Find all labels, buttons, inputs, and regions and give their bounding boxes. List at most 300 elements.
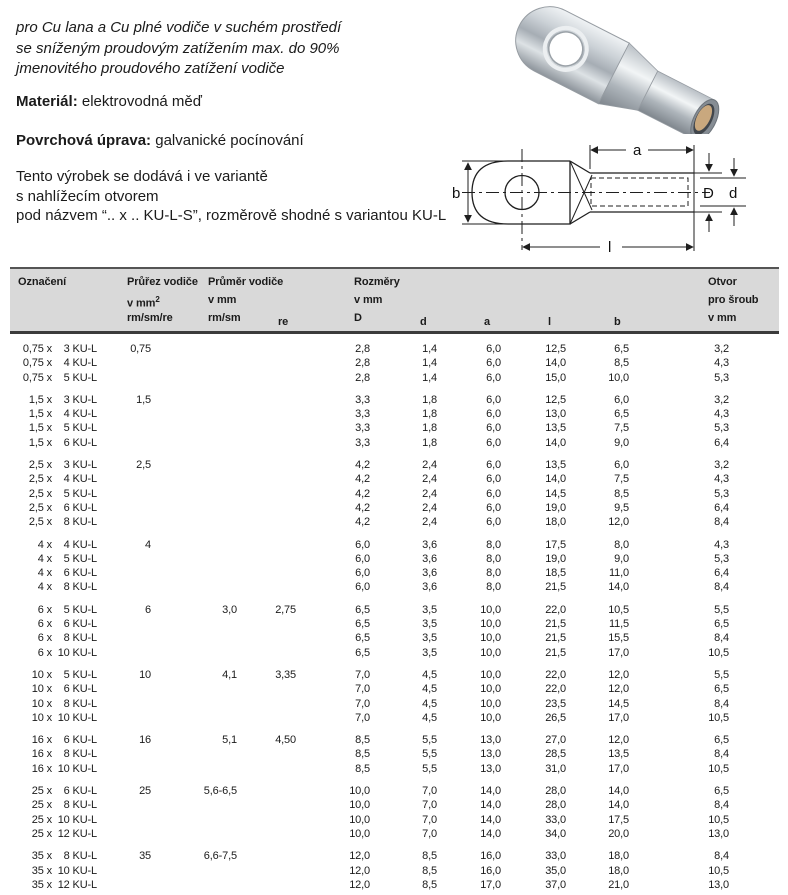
- cell-dim-a: 6,0: [486, 371, 501, 384]
- cell-dim-D: 3,3: [355, 393, 370, 406]
- cell-dim-D: 3,3: [355, 422, 370, 435]
- table-row: [10, 515, 779, 529]
- table-row: [10, 421, 779, 435]
- dim-b-label: b: [452, 185, 461, 202]
- table-row: [10, 552, 779, 566]
- cell-wire-diameter: 4,1: [222, 668, 237, 681]
- cell-dim-a: 6,0: [486, 422, 501, 435]
- cell-wire-diameter: [151, 501, 237, 515]
- material-line: [16, 93, 202, 110]
- cell-wire-diameter: [151, 798, 237, 812]
- cell-dim-l: 18,5: [545, 567, 566, 580]
- cell-dim-b: 7,5: [614, 422, 629, 435]
- cell-dim-a: 6,0: [486, 436, 501, 449]
- cell-screw-hole: 6,4: [714, 501, 729, 514]
- cell-wire-diameter-re: 4,50: [275, 734, 296, 747]
- usage-line-2: se sníženým proudovým zatížením max. do 90%: [16, 39, 340, 57]
- cell-wire-diameter-re: [237, 762, 296, 776]
- cell-wire-diameter: [151, 747, 237, 761]
- cell-screw-hole: 13,0: [708, 827, 729, 840]
- cell-wire-diameter-re: [237, 784, 296, 798]
- cell-dim-D: 6,5: [355, 618, 370, 631]
- cell-wire-diameter-re: [237, 342, 296, 356]
- cell-dim-d: 1,4: [422, 371, 437, 384]
- cell-cross-section: 35: [139, 850, 151, 863]
- cell-cross-section: 1,5: [136, 393, 151, 406]
- cell-wire-diameter-re: [237, 407, 296, 421]
- cell-wire-diameter-re: [237, 436, 296, 450]
- cell-wire-diameter: 5,1: [222, 734, 237, 747]
- table-group: [10, 784, 779, 841]
- cell-dim-b: 9,0: [614, 552, 629, 565]
- cell-screw-hole: 8,4: [714, 748, 729, 761]
- cell-dim-a: 13,0: [480, 734, 501, 747]
- cell-wire-diameter: [151, 552, 237, 566]
- cell-dim-d: 8,5: [422, 864, 437, 877]
- cell-wire-diameter: [151, 371, 237, 385]
- cell-dim-a: 10,0: [480, 697, 501, 710]
- cell-dim-d: 7,0: [422, 827, 437, 840]
- cable-lug: [504, 0, 730, 134]
- cell-designation-size: 2,5 x: [28, 501, 52, 514]
- cell-cross-section: [97, 762, 151, 776]
- cell-dim-b: 12,0: [608, 734, 629, 747]
- spec-table: [10, 267, 779, 892]
- cell-dim-b: 8,5: [614, 357, 629, 370]
- cell-screw-hole: 10,5: [708, 762, 729, 775]
- table-group: [10, 458, 779, 529]
- cell-dim-d: 7,0: [422, 813, 437, 826]
- cell-dim-D: 6,0: [355, 552, 370, 565]
- cell-designation-size: 25 x: [31, 785, 52, 798]
- cell-dim-a: 16,0: [480, 864, 501, 877]
- cell-dim-D: 7,0: [355, 697, 370, 710]
- header-dim-d: d: [420, 316, 427, 328]
- cell-designation-size: 6 x: [37, 603, 52, 616]
- cell-cross-section: [97, 407, 151, 421]
- cell-dim-l: 12,5: [545, 393, 566, 406]
- cell-screw-hole: 3,2: [714, 343, 729, 355]
- cell-dim-D: 3,3: [355, 436, 370, 449]
- cell-cross-section: [97, 864, 151, 878]
- cell-dim-b: 15,5: [608, 632, 629, 645]
- cell-dim-D: 12,0: [349, 850, 370, 863]
- cell-designation-type: 8 KU-L: [63, 697, 97, 710]
- cell-dim-d: 3,6: [422, 581, 437, 594]
- cell-screw-hole: 4,3: [714, 538, 729, 551]
- cell-dim-l: 12,5: [545, 343, 566, 355]
- cell-dim-D: 6,0: [355, 567, 370, 580]
- table-body: [10, 334, 779, 892]
- cell-cross-section: [97, 515, 151, 529]
- cell-dim-d: 8,5: [422, 878, 437, 891]
- table-row: [10, 603, 779, 617]
- cell-dim-D: 8,5: [355, 734, 370, 747]
- cell-dim-l: 19,0: [545, 552, 566, 565]
- cell-dim-a: 10,0: [480, 668, 501, 681]
- cell-dim-a: 8,0: [486, 567, 501, 580]
- dim-d-label: d: [729, 185, 738, 202]
- dim-l-label: l: [608, 239, 612, 256]
- cell-cross-section: [97, 878, 151, 892]
- cell-wire-diameter-re: [237, 458, 296, 472]
- table-row: [10, 472, 779, 486]
- table-group: [10, 668, 779, 725]
- cell-dim-l: 23,5: [545, 697, 566, 710]
- cell-dim-b: 14,0: [608, 785, 629, 798]
- cell-designation-type: 5 KU-L: [63, 603, 97, 616]
- cell-dim-l: 22,0: [545, 668, 566, 681]
- cell-dim-a: 10,0: [480, 632, 501, 645]
- usage-line-3: jmenovitého proudového zatížení vodiče: [16, 60, 285, 77]
- cell-dim-D: 4,2: [355, 501, 370, 514]
- cell-wire-diameter: [151, 458, 237, 472]
- cell-designation-type: 8 KU-L: [63, 632, 97, 645]
- cell-dim-D: 3,3: [355, 408, 370, 421]
- cell-dim-b: 20,0: [608, 827, 629, 840]
- finish-value: galvanické pocínování: [155, 132, 304, 149]
- cell-dim-d: 7,0: [422, 799, 437, 812]
- cell-screw-hole: 8,4: [714, 632, 729, 645]
- cell-dim-a: 6,0: [486, 357, 501, 370]
- table-row: [10, 371, 779, 385]
- cell-dim-d: 3,6: [422, 567, 437, 580]
- cell-designation-size: 16 x: [31, 748, 52, 761]
- table-row: [10, 733, 779, 747]
- cell-designation-type: 6 KU-L: [63, 618, 97, 631]
- variant-line-1: Tento výrobek se dodává i ve variantě: [16, 168, 268, 185]
- cell-screw-hole: 13,0: [708, 878, 729, 891]
- cell-designation-size: 4 x: [37, 538, 52, 551]
- cell-wire-diameter: [151, 827, 237, 841]
- cell-dim-D: 4,2: [355, 487, 370, 500]
- cell-wire-diameter-re: [237, 552, 296, 566]
- cell-dim-l: 21,5: [545, 632, 566, 645]
- cell-cross-section: [97, 747, 151, 761]
- cell-designation-size: 6 x: [37, 632, 52, 645]
- cell-cross-section: 6: [145, 603, 151, 616]
- cell-dim-a: 8,0: [486, 538, 501, 551]
- table-row: [10, 697, 779, 711]
- cell-designation-type: 10 KU-L: [57, 762, 97, 775]
- header-cross-section: Průřez vodiče v $mm^2$ rm/sm/re: [127, 276, 198, 324]
- cell-wire-diameter-re: [237, 487, 296, 501]
- dimension-diagram: [450, 137, 788, 263]
- cell-wire-diameter: [151, 631, 237, 645]
- cell-designation-size: 1,5 x: [28, 393, 52, 406]
- cell-dim-l: 14,0: [545, 436, 566, 449]
- cell-dim-a: 6,0: [486, 408, 501, 421]
- cell-wire-diameter: [151, 487, 237, 501]
- cell-cross-section: [97, 501, 151, 515]
- cell-dim-D: 6,5: [355, 603, 370, 616]
- table-row: [10, 784, 779, 798]
- table-row: [10, 580, 779, 594]
- cell-cross-section: 4: [145, 538, 151, 551]
- cell-dim-l: 22,0: [545, 683, 566, 696]
- cell-wire-diameter: [151, 813, 237, 827]
- cell-designation-size: 4 x: [37, 567, 52, 580]
- cell-screw-hole: 8,4: [714, 799, 729, 812]
- cell-screw-hole: 6,5: [714, 618, 729, 631]
- cell-designation-size: 2,5 x: [28, 487, 52, 500]
- cell-designation-size: 0,75 x: [22, 343, 52, 355]
- finish-line: [16, 132, 304, 149]
- cell-wire-diameter: [151, 421, 237, 435]
- cell-dim-b: 14,0: [608, 581, 629, 594]
- cell-screw-hole: 4,3: [714, 473, 729, 486]
- cell-designation-size: 2,5 x: [28, 473, 52, 486]
- usage-line-1: pro Cu lana a Cu plné vodiče v suchém prostředí: [16, 19, 342, 36]
- cell-dim-d: 7,0: [422, 785, 437, 798]
- cell-dim-b: 6,5: [614, 408, 629, 421]
- cell-screw-hole: 5,5: [714, 603, 729, 616]
- header-dimensions: Rozměry v mm D: [354, 276, 400, 324]
- cell-dim-a: 14,0: [480, 799, 501, 812]
- cell-dim-a: 6,0: [486, 393, 501, 406]
- cell-dim-l: 26,5: [545, 711, 566, 724]
- cell-screw-hole: 5,3: [714, 371, 729, 384]
- cell-wire-diameter: [151, 436, 237, 450]
- header-designation: Označení: [18, 276, 67, 288]
- cell-dim-l: 13,5: [545, 459, 566, 472]
- cell-cross-section: [97, 617, 151, 631]
- cell-cross-section: 2,5: [136, 459, 151, 472]
- cell-dim-D: 12,0: [349, 878, 370, 891]
- cell-cross-section: [97, 580, 151, 594]
- cell-wire-diameter: [151, 617, 237, 631]
- cell-screw-hole: 10,5: [708, 646, 729, 659]
- cell-cross-section: [97, 682, 151, 696]
- cell-wire-diameter-re: [237, 813, 296, 827]
- cell-designation-size: 4 x: [37, 552, 52, 565]
- table-group: [10, 393, 779, 450]
- cell-designation-size: 6 x: [37, 646, 52, 659]
- table-row: [10, 538, 779, 552]
- cell-dim-d: 1,8: [422, 393, 437, 406]
- table-group: [10, 603, 779, 660]
- cell-wire-diameter: [151, 878, 237, 892]
- cell-dim-l: 28,0: [545, 785, 566, 798]
- cell-dim-d: 1,8: [422, 436, 437, 449]
- cell-wire-diameter-re: [237, 646, 296, 660]
- cell-dim-D: 6,0: [355, 581, 370, 594]
- header-dim-a: a: [484, 316, 491, 328]
- cell-wire-diameter-re: [237, 849, 296, 863]
- cell-dim-l: 35,0: [545, 864, 566, 877]
- cell-dim-a: 6,0: [486, 459, 501, 472]
- cell-cross-section: [97, 472, 151, 486]
- cell-screw-hole: 6,4: [714, 567, 729, 580]
- cell-dim-b: 12,0: [608, 516, 629, 529]
- cell-designation-type: 6 KU-L: [63, 567, 97, 580]
- table-row: [10, 798, 779, 812]
- cell-dim-a: 10,0: [480, 618, 501, 631]
- cell-cross-section: [97, 631, 151, 645]
- cell-dim-d: 3,6: [422, 552, 437, 565]
- cell-designation-type: 4 KU-L: [63, 538, 97, 551]
- cell-dim-d: 3,5: [422, 618, 437, 631]
- cell-dim-b: 14,5: [608, 697, 629, 710]
- cell-cross-section: [97, 798, 151, 812]
- cell-cross-section: [97, 487, 151, 501]
- cell-dim-d: 4,5: [422, 697, 437, 710]
- cell-dim-a: 6,0: [486, 501, 501, 514]
- cell-dim-b: 7,5: [614, 473, 629, 486]
- cell-designation-size: 10 x: [31, 711, 52, 724]
- cell-designation-type: 5 KU-L: [63, 552, 97, 565]
- cell-designation-type: 5 KU-L: [63, 371, 97, 384]
- cell-dim-D: 7,0: [355, 683, 370, 696]
- cell-designation-size: 25 x: [31, 799, 52, 812]
- table-row: [10, 566, 779, 580]
- cell-wire-diameter: [151, 646, 237, 660]
- cell-dim-d: 1,8: [422, 408, 437, 421]
- cell-dim-d: 3,5: [422, 646, 437, 659]
- cell-dim-l: 17,5: [545, 538, 566, 551]
- cell-designation-size: 1,5 x: [28, 422, 52, 435]
- cell-cross-section: [97, 421, 151, 435]
- cell-designation-type: 4 KU-L: [63, 408, 97, 421]
- cell-dim-l: 37,0: [545, 878, 566, 891]
- cell-dim-l: 21,5: [545, 581, 566, 594]
- table-row: [10, 393, 779, 407]
- cell-dim-d: 1,4: [422, 343, 437, 355]
- cell-dim-D: 10,0: [349, 827, 370, 840]
- cell-wire-diameter-re: [237, 371, 296, 385]
- cell-dim-b: 17,0: [608, 646, 629, 659]
- cell-screw-hole: 6,5: [714, 785, 729, 798]
- usage-note: [16, 18, 341, 80]
- cell-designation-type: 6 KU-L: [63, 734, 97, 747]
- cell-wire-diameter: [151, 697, 237, 711]
- cell-dim-b: 11,0: [609, 567, 629, 580]
- cell-dim-l: 28,5: [545, 748, 566, 761]
- cell-wire-diameter: [151, 356, 237, 370]
- cell-dim-d: 3,5: [422, 632, 437, 645]
- table-row: [10, 813, 779, 827]
- cell-cross-section: [97, 646, 151, 660]
- cell-dim-d: 5,5: [422, 748, 437, 761]
- table-row: [10, 646, 779, 660]
- cell-wire-diameter: 6,6-7,5: [203, 850, 237, 863]
- cell-dim-D: 10,0: [349, 813, 370, 826]
- material-value: elektrovodná měď: [81, 93, 202, 110]
- cell-dim-D: 8,5: [355, 748, 370, 761]
- cell-wire-diameter: [151, 762, 237, 776]
- cell-screw-hole: 5,5: [714, 668, 729, 681]
- header-dim-b: b: [614, 316, 621, 328]
- cell-designation-size: 1,5 x: [28, 436, 52, 449]
- table-group: [10, 733, 779, 776]
- cell-dim-D: 4,2: [355, 473, 370, 486]
- cell-screw-hole: 5,3: [714, 552, 729, 565]
- cell-dim-l: 14,5: [545, 487, 566, 500]
- table-row: [10, 827, 779, 841]
- cell-dim-d: 1,4: [422, 357, 437, 370]
- table-row: [10, 436, 779, 450]
- cell-cross-section: 16: [139, 734, 151, 747]
- table-row: [10, 878, 779, 892]
- cell-cross-section: [97, 711, 151, 725]
- header-wire-diameter: Průměr vodiče v mm rm/sm: [208, 276, 284, 324]
- cell-dim-b: 17,0: [608, 711, 629, 724]
- cell-designation-size: 4 x: [37, 581, 52, 594]
- cell-designation-type: 12 KU-L: [57, 827, 97, 840]
- cell-wire-diameter-re: [237, 631, 296, 645]
- cell-dim-l: 18,0: [545, 516, 566, 529]
- cell-wire-diameter-re: [237, 393, 296, 407]
- cell-wire-diameter: [151, 515, 237, 529]
- cell-wire-diameter-re: [237, 421, 296, 435]
- cell-dim-l: 21,5: [545, 646, 566, 659]
- cell-dim-D: 8,5: [355, 762, 370, 775]
- cell-designation-size: 35 x: [31, 864, 52, 877]
- table-row: [10, 762, 779, 776]
- cell-wire-diameter: [151, 580, 237, 594]
- cell-dim-l: 14,0: [545, 473, 566, 486]
- cell-dim-D: 7,0: [355, 668, 370, 681]
- cell-dim-l: 13,5: [545, 422, 566, 435]
- cell-designation-size: 16 x: [31, 762, 52, 775]
- cell-dim-l: 22,0: [545, 603, 566, 616]
- cell-cross-section: 0,75: [130, 343, 151, 355]
- cell-designation-type: 5 KU-L: [63, 668, 97, 681]
- cell-dim-D: 6,5: [355, 646, 370, 659]
- cell-dim-b: 12,0: [608, 683, 629, 696]
- cell-wire-diameter-re: [237, 864, 296, 878]
- cell-dim-b: 8,0: [614, 538, 629, 551]
- cell-dim-l: 31,0: [545, 762, 566, 775]
- cell-designation-size: 0,75 x: [22, 371, 52, 384]
- cell-dim-D: 10,0: [349, 799, 370, 812]
- cell-designation-size: 1,5 x: [28, 408, 52, 421]
- cell-dim-b: 18,0: [608, 864, 629, 877]
- cell-cross-section: 10: [139, 668, 151, 681]
- cell-cross-section: [97, 566, 151, 580]
- cell-dim-b: 8,5: [614, 487, 629, 500]
- cell-dim-d: 3,6: [422, 538, 437, 551]
- cell-cross-section: [97, 813, 151, 827]
- table-row: [10, 631, 779, 645]
- cell-screw-hole: 6,4: [714, 436, 729, 449]
- table-row: [10, 407, 779, 421]
- cell-cross-section: [97, 552, 151, 566]
- cell-dim-d: 3,5: [422, 603, 437, 616]
- cell-wire-diameter: 5,6-6,5: [203, 785, 237, 798]
- cell-screw-hole: 8,4: [714, 850, 729, 863]
- table-row: [10, 747, 779, 761]
- cell-designation-type: 6 KU-L: [63, 683, 97, 696]
- cell-cross-section: [97, 356, 151, 370]
- cell-screw-hole: 6,5: [714, 683, 729, 696]
- cell-dim-l: 34,0: [545, 827, 566, 840]
- cell-designation-type: 3 KU-L: [63, 393, 97, 406]
- cell-screw-hole: 3,2: [714, 393, 729, 406]
- cell-dim-a: 13,0: [480, 748, 501, 761]
- cell-screw-hole: 3,2: [714, 459, 729, 472]
- cell-cross-section: [97, 371, 151, 385]
- cell-wire-diameter-re: [237, 747, 296, 761]
- cell-dim-D: 4,2: [355, 516, 370, 529]
- cell-wire-diameter-re: [237, 566, 296, 580]
- cell-designation-size: 25 x: [31, 827, 52, 840]
- cell-wire-diameter-re: [237, 711, 296, 725]
- cell-wire-diameter-re: 2,75: [275, 603, 296, 616]
- header-screw-hole: Otvor pro šroub v mm: [708, 276, 759, 324]
- cell-dim-l: 21,5: [545, 618, 566, 631]
- cell-screw-hole: 5,3: [714, 422, 729, 435]
